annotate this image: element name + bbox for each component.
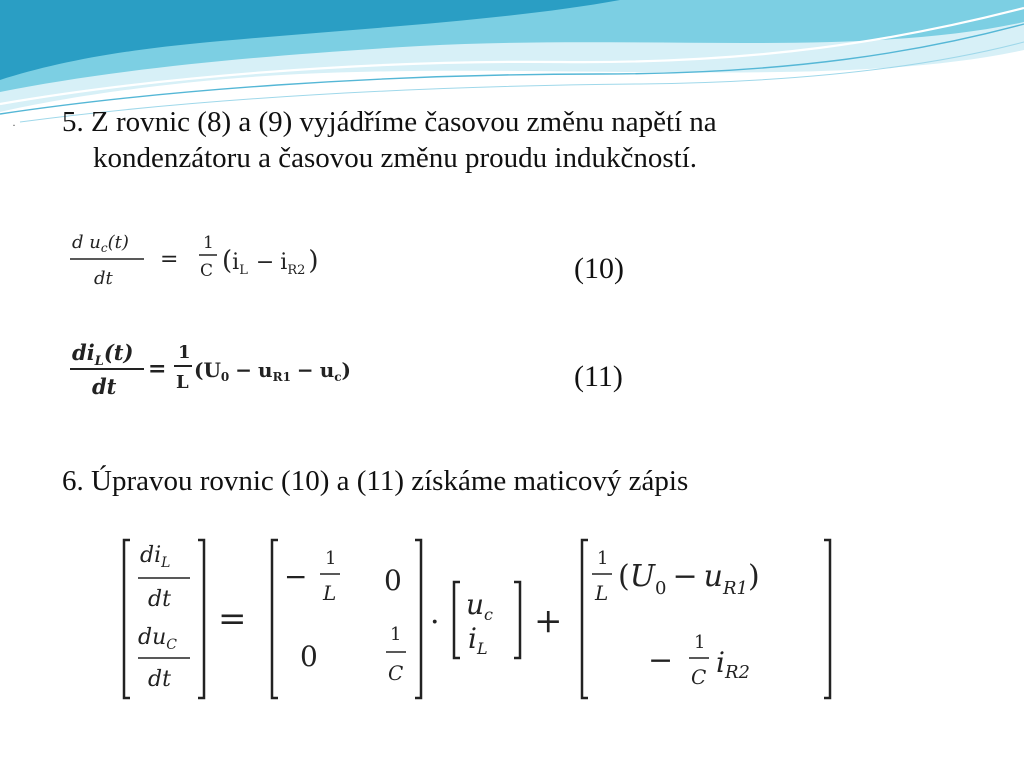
eq11-equals: =: [148, 356, 167, 382]
eq11-open: (: [194, 358, 204, 382]
eq11-lhs-arg: (t): [103, 340, 134, 365]
eq11-u0: U: [203, 358, 221, 382]
lhs2-num-sub: C: [166, 637, 177, 653]
b1-minus: −: [672, 559, 698, 594]
eq11-ur1: u: [258, 358, 273, 382]
eq10-frac-num: 1: [203, 233, 214, 253]
eq11-u0-sub: 0: [220, 370, 230, 384]
step-5-line-1: 5. Z rovnic (8) a (9) vyjádříme časovou změnu napětí na: [62, 106, 717, 138]
x-bracket-left: [454, 582, 460, 658]
eq11-minus1: −: [235, 358, 253, 382]
svg-text:iR2: [716, 646, 750, 683]
svg-text:iL: [468, 622, 488, 658]
eq11-lhs-i: i: [86, 340, 95, 365]
x2-sub: L: [476, 639, 488, 658]
lhs1-num-sub: L: [161, 555, 171, 571]
eq10-lhs-u: u: [89, 232, 101, 253]
b2-i-sub: R2: [724, 662, 750, 683]
eq11-close: ): [341, 358, 352, 382]
eq10-open: (: [222, 246, 233, 276]
x1-sub: c: [484, 605, 494, 624]
b1-den: L: [595, 581, 609, 605]
x1: u: [466, 588, 485, 621]
b1-num: 1: [597, 548, 609, 569]
b-bracket-right: [824, 540, 830, 698]
b2-den: C: [691, 665, 707, 689]
lhs2-num: du: [138, 625, 167, 650]
eq10-lhs-arg: (t): [107, 232, 129, 253]
a11-num: 1: [325, 548, 337, 569]
eq10-i1-sub: L: [239, 263, 248, 278]
eq10-i2: i: [280, 250, 288, 275]
eq11-minus2: −: [296, 358, 314, 382]
svg-text:diL: [140, 543, 170, 571]
lhs-bracket-left: [124, 540, 130, 698]
equation-10-number: (10): [574, 252, 624, 285]
lhs1-num: di: [140, 543, 162, 568]
equation-11-number: (11): [574, 360, 623, 393]
b2-sign: −: [648, 643, 674, 678]
lhs1-den: dt: [148, 587, 171, 612]
matrix-plus: +: [534, 601, 563, 641]
eq10-lhs-den: dt: [94, 268, 113, 289]
b1-ur1: u: [703, 559, 723, 594]
step-5-text: [62, 104, 922, 176]
svg-text:d uc(t): [72, 232, 129, 255]
eq10-i1: i: [232, 250, 240, 275]
equation-10: [66, 226, 366, 292]
b1-u0: U: [629, 559, 656, 594]
matrix-dot: ·: [430, 605, 440, 640]
eq11-uc: u: [319, 358, 335, 382]
eq10-frac-den: C: [200, 261, 214, 281]
a11-den: L: [323, 581, 337, 605]
eq11-lhs-sub: L: [94, 354, 104, 369]
eq10-lhs-sub: c: [100, 241, 108, 255]
b1-open: (: [618, 559, 630, 594]
b2-i: i: [716, 646, 725, 679]
eq11-frac-num: 1: [178, 342, 191, 363]
svg-text:duC: [138, 625, 177, 653]
svg-text:(U0−uR1−uc): [194, 358, 351, 384]
a-bracket-left: [272, 540, 278, 698]
svg-text:(U0−uR1): [618, 559, 760, 599]
b-bracket-left: [582, 540, 588, 698]
svg-text:(iL−iR2): [222, 246, 319, 278]
a12: 0: [384, 564, 402, 597]
x2: i: [468, 622, 477, 655]
eq11-frac-den: L: [176, 372, 189, 393]
matrix-equation: [116, 534, 840, 704]
slide-bullet-marker: ·: [12, 118, 16, 132]
eq11-lhs-den: dt: [92, 374, 117, 399]
svg-text:uc: [466, 588, 493, 624]
a21: 0: [300, 640, 318, 673]
x-bracket-right: [514, 582, 520, 658]
step-6-text: 6. Úpravou rovnic (10) a (11) získáme maticový zápis: [62, 465, 689, 497]
eq10-close: ): [308, 246, 319, 276]
lhs2-den: dt: [148, 667, 171, 692]
a-bracket-right: [415, 540, 421, 698]
b2-num: 1: [694, 632, 706, 653]
eq11-lhs-d: d: [72, 340, 87, 365]
eq10-minus: −: [255, 250, 275, 275]
b1-u0-sub: 0: [655, 578, 667, 599]
eq11-uc-sub: c: [334, 370, 342, 384]
b1-ur1-sub: R1: [722, 578, 748, 599]
a22-den: C: [388, 661, 404, 685]
eq10-i2-sub: R2: [287, 263, 306, 278]
svg-text:diL(t): [72, 340, 133, 369]
matrix-equals: =: [218, 599, 247, 639]
equation-11: [66, 336, 386, 402]
a22-num: 1: [390, 624, 402, 645]
eq10-equals: =: [160, 247, 179, 272]
eq11-ur1-sub: R1: [272, 370, 291, 384]
eq10-lhs-d: d: [72, 232, 84, 253]
step-5-line-2: kondenzátoru a časovou změnu proudu indukčností.: [93, 142, 698, 174]
b1-close: ): [747, 559, 760, 594]
lhs-bracket-right: [198, 540, 204, 698]
a11-sign: −: [284, 560, 308, 593]
